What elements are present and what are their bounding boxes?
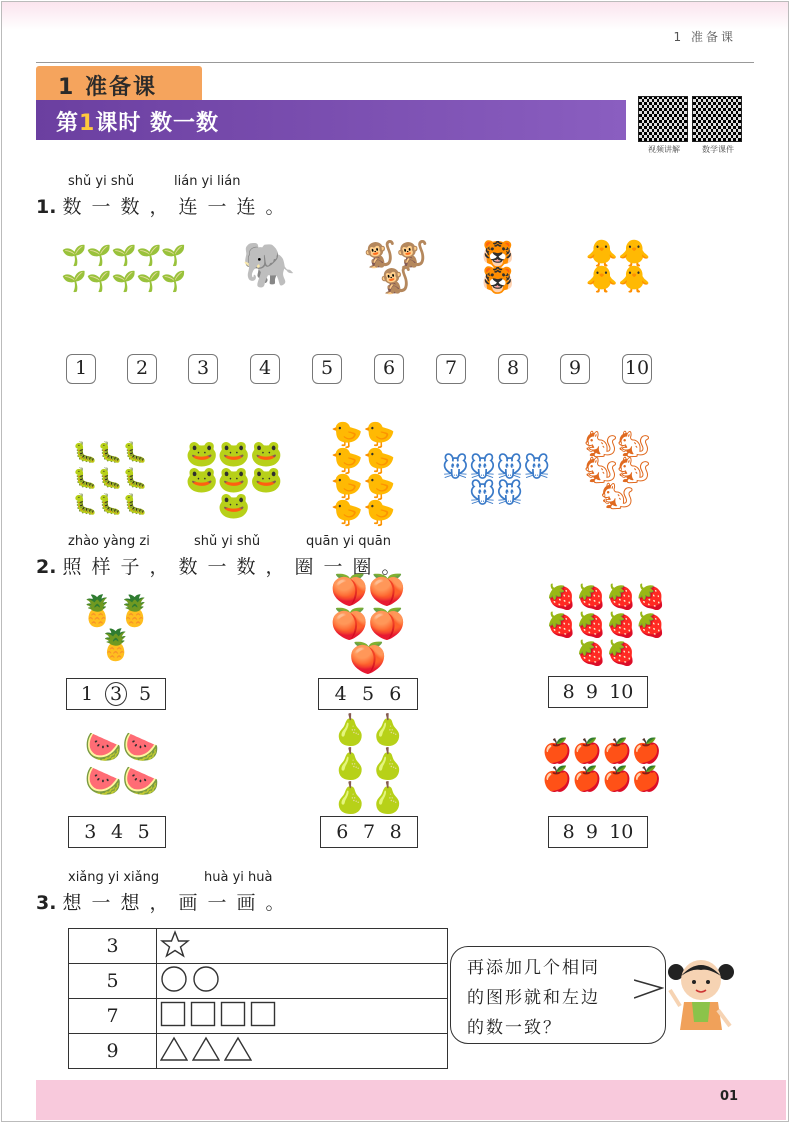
squirrel-icon: 🐿: [583, 430, 617, 460]
square-icon: [250, 1001, 276, 1031]
qr-caption-video: 视频讲解: [648, 145, 680, 154]
running-header: 1 准备课: [673, 30, 736, 44]
strawberry-icon: 🍓: [546, 583, 577, 611]
triangle-icon: [160, 1036, 188, 1066]
number-box-5[interactable]: 5: [312, 354, 342, 384]
drawing-cell[interactable]: [157, 999, 448, 1034]
number-box-3[interactable]: 3: [188, 354, 218, 384]
answer-option[interactable]: 5: [138, 683, 152, 705]
duckling-icon: 🐤: [363, 420, 396, 450]
q2-answer-box-1: [66, 678, 166, 710]
number-box-4[interactable]: 4: [250, 354, 280, 384]
q2-fruit-group-4: [82, 730, 162, 800]
table-row: [69, 1034, 448, 1069]
watermelon-icon: 🍉: [84, 730, 122, 765]
number-box-8[interactable]: 8: [498, 354, 528, 384]
square-icon: [160, 1001, 186, 1031]
worm-icon: 🐛: [72, 492, 98, 516]
answer-option[interactable]: 9: [585, 681, 598, 703]
chick-icon: 🐥: [618, 265, 651, 295]
q2-fruit-group-5: [326, 713, 412, 816]
strawberry-icon: 🍓: [576, 583, 606, 611]
frog-icon: 🐸: [217, 439, 251, 469]
pineapple-icon: 🍍: [97, 628, 135, 663]
number-box-6[interactable]: 6: [374, 354, 404, 384]
seedling-icon: 🌱: [111, 243, 137, 267]
strawberry-icon: 🍓: [576, 639, 606, 667]
apple-icon: 🍎: [631, 737, 662, 765]
unit-tab: 1 准备课: [36, 66, 202, 102]
worm-icon: 🐛: [122, 466, 148, 490]
monkey-icon: 🐒: [396, 240, 429, 270]
q3-title: [36, 888, 294, 915]
squirrel-icon: 🐿: [617, 456, 651, 486]
pear-icon: 🍐: [331, 781, 369, 816]
q2-fruit-group-1: [62, 594, 170, 663]
answer-option[interactable]: 6: [389, 683, 402, 705]
circle-icon: [160, 965, 188, 997]
answer-option[interactable]: 5: [137, 821, 150, 843]
q1-pinyin-2: lián yi lián: [174, 174, 241, 189]
pear-icon: 🍐: [369, 713, 407, 748]
pear-icon: 🍐: [331, 747, 369, 782]
triangle-icon: [192, 1036, 220, 1066]
lesson-title: 课时 数一数: [95, 111, 219, 136]
page-number: 01: [720, 1089, 739, 1104]
q2-answer-box-2: [318, 678, 418, 710]
squirrel-icon: 🐿: [600, 482, 634, 512]
strawberry-icon: 🍓: [635, 611, 666, 639]
peach-icon: 🍑: [368, 573, 406, 608]
chick-icon: 🐥: [585, 265, 618, 295]
q2-number: 2.: [36, 556, 57, 578]
apple-icon: 🍎: [631, 765, 662, 793]
q2-pinyin-1: zhào yàng zi: [68, 534, 150, 549]
watermelon-icon: 🍉: [122, 764, 160, 799]
seedling-icon: 🌱: [161, 269, 187, 293]
pineapple-icon: 🍍: [78, 594, 116, 629]
q1-group-frogs: [180, 439, 288, 521]
q1-group-mice: [440, 448, 552, 516]
q1-pinyin-1: shǔ yi shǔ: [68, 174, 135, 189]
q1-group-chicks: [580, 232, 656, 302]
lesson-prefix: 第: [56, 111, 80, 136]
tiger-icon: 🐯: [481, 240, 515, 270]
square-icon: [220, 1001, 246, 1031]
q2-answer-box-6: [548, 816, 648, 848]
star-icon: [160, 930, 190, 962]
answer-option[interactable]: 8: [389, 821, 402, 843]
target-number: 3: [69, 929, 157, 964]
number-box-9[interactable]: 9: [560, 354, 590, 384]
table-row: [69, 964, 448, 999]
monkey-icon: 🐒: [379, 266, 413, 296]
answer-option[interactable]: 7: [362, 821, 376, 843]
duckling-icon: 🐤: [363, 446, 396, 476]
square-icon: [190, 1001, 216, 1031]
q1-group-squirrels: [574, 428, 660, 514]
worm-icon: 🐛: [97, 466, 123, 490]
qr-code-courseware[interactable]: [692, 96, 742, 142]
q3-text: 想一想，画一画。: [62, 892, 295, 914]
apple-icon: 🍎: [542, 737, 573, 765]
worm-icon: 🐛: [72, 466, 98, 490]
elephant-icon: 🐘: [241, 240, 297, 291]
peach-icon: 🍑: [349, 641, 387, 676]
worm-icon: 🐛: [97, 492, 123, 516]
number-box-1[interactable]: 1: [66, 354, 96, 384]
pear-icon: 🍐: [369, 747, 407, 782]
answer-option[interactable]: 8: [562, 681, 575, 703]
q3-pinyin-1: xiǎng yi xiǎng: [68, 870, 160, 885]
mouse-icon: 🐭: [441, 454, 469, 484]
q1-text: 数一数，连一连。: [62, 196, 295, 218]
bubble-line-1: 再添加几个相同: [467, 958, 600, 978]
answer-option[interactable]: 8: [562, 821, 575, 843]
table-row: [69, 929, 448, 964]
strawberry-icon: 🍓: [606, 611, 636, 639]
number-box-7[interactable]: 7: [436, 354, 466, 384]
answer-option[interactable]: 10: [609, 821, 634, 843]
seedling-icon: 🌱: [86, 243, 112, 267]
seedling-icon: 🌱: [161, 243, 187, 267]
worm-icon: 🐛: [72, 440, 98, 464]
target-number: 9: [69, 1034, 157, 1069]
frog-icon: 🐸: [185, 465, 218, 495]
header-rule: [36, 62, 754, 63]
q1-title: [36, 192, 294, 219]
strawberry-icon: 🍓: [635, 583, 666, 611]
answer-option[interactable]: 5: [361, 683, 375, 705]
seedling-icon: 🌱: [111, 269, 137, 293]
q2-text: 照样子，数一数，圈一圈。: [62, 556, 411, 578]
answer-option[interactable]: 9: [585, 821, 598, 843]
watermelon-icon: 🍉: [84, 764, 122, 799]
number-box-10[interactable]: 10: [622, 354, 652, 384]
q2-fruit-group-3: [544, 583, 668, 667]
mouse-icon: 🐭: [496, 454, 524, 484]
peach-icon: 🍑: [330, 573, 368, 608]
squirrel-icon: 🐿: [583, 456, 617, 486]
watermelon-icon: 🍉: [122, 730, 160, 765]
worm-icon: 🐛: [97, 440, 123, 464]
frog-icon: 🐸: [185, 439, 218, 469]
strawberry-icon: 🍓: [576, 611, 606, 639]
monkey-icon: 🐒: [363, 240, 396, 270]
number-box-2[interactable]: 2: [127, 354, 157, 384]
q2-fruit-group-6: [538, 736, 666, 794]
answer-option[interactable]: 10: [609, 681, 634, 703]
frog-icon: 🐸: [217, 491, 251, 521]
q3-shape-table: [68, 928, 448, 1069]
strawberry-icon: 🍓: [606, 583, 636, 611]
seedling-icon: 🌱: [61, 243, 87, 267]
answer-option[interactable]: 3: [84, 821, 97, 843]
apple-icon: 🍎: [572, 737, 602, 765]
duckling-icon: 🐤: [363, 498, 396, 528]
frog-icon: 🐸: [217, 465, 251, 495]
frog-icon: 🐸: [250, 465, 283, 495]
chick-icon: 🐥: [585, 239, 618, 269]
target-number: 7: [69, 999, 157, 1034]
top-band: [2, 2, 788, 30]
worm-icon: 🐛: [122, 492, 148, 516]
answer-option[interactable]: 4: [334, 683, 347, 705]
q1-group-tigers: [478, 232, 518, 304]
q3-pinyin-2: huà yi huà: [204, 870, 273, 885]
circle-icon: [192, 965, 220, 997]
mouse-icon: 🐭: [496, 480, 524, 510]
qr-caption-courseware: 数学课件: [702, 145, 734, 154]
duckling-icon: 🐤: [330, 446, 363, 476]
apple-icon: 🍎: [572, 765, 602, 793]
lesson-number: 1: [79, 111, 96, 136]
q1-group-worms: [62, 440, 158, 516]
pear-icon: 🍐: [369, 781, 407, 816]
apple-icon: 🍎: [542, 765, 573, 793]
girl-character-icon: [668, 950, 738, 1040]
q2-pinyin-3: quān yi quān: [306, 534, 391, 549]
duckling-icon: 🐤: [363, 472, 396, 502]
drawing-cell[interactable]: [157, 1034, 448, 1069]
q3-number: 3.: [36, 892, 57, 914]
pear-icon: 🍐: [331, 713, 369, 748]
q1-number: 1.: [36, 196, 57, 218]
q2-fruit-group-2: [316, 573, 420, 676]
worm-icon: 🐛: [122, 440, 148, 464]
squirrel-icon: 🐿: [617, 430, 651, 460]
bubble-tail: [634, 978, 664, 1002]
pineapple-icon: 🍍: [116, 594, 154, 629]
duckling-icon: 🐤: [330, 498, 363, 528]
duckling-icon: 🐤: [330, 472, 363, 502]
qr-code-video[interactable]: [638, 96, 688, 142]
apple-icon: 🍎: [602, 737, 632, 765]
mouse-icon: 🐭: [468, 480, 496, 510]
drawing-cell[interactable]: [157, 964, 448, 999]
strawberry-icon: 🍓: [546, 611, 577, 639]
apple-icon: 🍎: [602, 765, 632, 793]
q2-answer-box-3: [548, 676, 648, 708]
q1-group-seedlings: [60, 236, 188, 300]
peach-icon: 🍑: [368, 607, 406, 642]
mouse-icon: 🐭: [468, 454, 496, 484]
target-number: 5: [69, 964, 157, 999]
q1-group-elephant: [226, 238, 312, 294]
frog-icon: 🐸: [250, 439, 283, 469]
footer-band: [36, 1080, 786, 1120]
answer-option[interactable]: 1: [80, 683, 94, 705]
mouse-icon: 🐭: [523, 454, 551, 484]
table-row: [69, 999, 448, 1034]
lesson-title-bar: [36, 100, 626, 140]
seedling-icon: 🌱: [136, 269, 162, 293]
bubble-line-2: 的图形就和左边: [467, 988, 600, 1008]
chick-icon: 🐥: [618, 239, 651, 269]
q2-answer-box-4: [68, 816, 166, 848]
q2-answer-box-5: [320, 816, 418, 848]
strawberry-icon: 🍓: [606, 639, 636, 667]
seedling-icon: 🌱: [86, 269, 112, 293]
answer-option[interactable]: 3: [105, 682, 127, 706]
drawing-cell[interactable]: [157, 929, 448, 964]
tiger-icon: 🐯: [481, 266, 515, 296]
answer-option[interactable]: 6: [336, 821, 349, 843]
seedling-icon: 🌱: [136, 243, 162, 267]
seedling-icon: 🌱: [61, 269, 87, 293]
bubble-line-3: 的数一致？: [467, 1018, 562, 1038]
triangle-icon: [224, 1036, 252, 1066]
peach-icon: 🍑: [330, 607, 368, 642]
q2-pinyin-2: shǔ yi shǔ: [194, 534, 261, 549]
q1-group-ducklings: [316, 420, 410, 528]
q1-group-monkeys: [356, 232, 436, 304]
duckling-icon: 🐤: [330, 420, 363, 450]
answer-option[interactable]: 4: [110, 821, 124, 843]
